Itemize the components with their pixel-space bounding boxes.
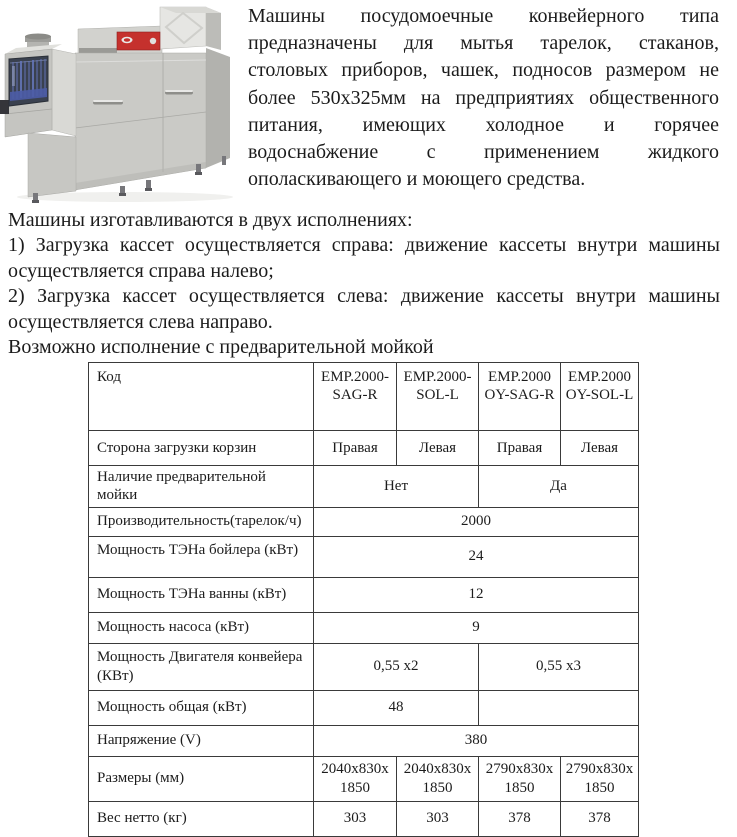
- variants-paragraph: [8, 208, 720, 360]
- value-cell: 2000: [314, 507, 639, 536]
- value-cell: Нет: [314, 466, 479, 508]
- value-cell: 380: [314, 725, 639, 756]
- row-label-cell: Сторона загрузки корзин: [89, 431, 314, 466]
- header-cell-code: Код: [89, 363, 314, 431]
- value-cell: [479, 690, 639, 725]
- row-label-cell: Мощность ТЭНа ванны (кВт): [89, 577, 314, 612]
- value-cell: 2040х830х 1850: [314, 756, 397, 801]
- value-cell: 303: [397, 801, 479, 836]
- dishwasher-image: [0, 0, 236, 205]
- table-row: [89, 466, 639, 508]
- wash-window: [9, 56, 48, 106]
- table-row: [89, 801, 639, 836]
- variants-line: Возможно исполнение с предварительной мойкой: [8, 336, 434, 359]
- table-row: [89, 612, 639, 643]
- row-label-cell: Мощность Двигателя конвейера (КВт): [89, 643, 314, 690]
- value-cell: Правая: [479, 431, 561, 466]
- control-panel: [117, 32, 160, 50]
- value-cell: 48: [314, 690, 479, 725]
- row-label-cell: Вес нетто (кг): [89, 801, 314, 836]
- table-row: [89, 690, 639, 725]
- row-label-cell: Напряжение (V): [89, 725, 314, 756]
- variants-line: 1) Загрузка кассет осуществляется справа: движение кассеты внутри машины: [8, 234, 720, 257]
- intro-line: предназначены для мытья тарелок, стаканов,: [248, 32, 719, 55]
- value-cell: 303: [314, 801, 397, 836]
- intro-line: более 530х325мм на предприятиях общественного: [248, 86, 719, 109]
- intro-paragraph: [248, 3, 719, 193]
- value-cell: Правая: [314, 431, 397, 466]
- row-label-cell: Размеры (мм): [89, 756, 314, 801]
- spec-table: [88, 362, 639, 837]
- value-cell: 2790х830х 1850: [479, 756, 561, 801]
- table-row: [89, 643, 639, 690]
- row-label-cell: Мощность насоса (кВт): [89, 612, 314, 643]
- row-label-cell: Наличие предварительной мойки: [89, 466, 314, 508]
- header-cell-model: EMP.2000 OY-SAG-R: [479, 363, 561, 431]
- table-row: [89, 507, 639, 536]
- variants-line: Машины изготавливаются в двух исполнениях:: [8, 209, 413, 231]
- table-row: [89, 756, 639, 801]
- table-row: [89, 431, 639, 466]
- table-row: [89, 725, 639, 756]
- value-cell: Левая: [561, 431, 639, 466]
- header-cell-model: EMP.2000-SAG-R: [314, 363, 397, 431]
- row-label-cell: Мощность ТЭНа бойлера (кВт): [89, 536, 314, 577]
- value-cell: 24: [314, 536, 639, 577]
- value-cell: 9: [314, 612, 639, 643]
- intro-line: Машины посудомоечные конвейерного типа: [248, 5, 719, 27]
- value-cell: 2040х830х 1850: [397, 756, 479, 801]
- header-cell-model: EMP.2000-SOL-L: [397, 363, 479, 431]
- intro-line: ополаскивающего и моющего средства.: [248, 168, 586, 191]
- intro-line: водоснабжение с применением жидкого: [248, 141, 719, 164]
- spec-table-wrap: [88, 362, 639, 837]
- value-cell: 2790х830х 1850: [561, 756, 639, 801]
- intro-line: питания, имеющих холодное и горячее: [248, 113, 719, 136]
- value-cell: 0,55 х3: [479, 643, 639, 690]
- table-row: [89, 536, 639, 577]
- value-cell: 12: [314, 577, 639, 612]
- value-cell: 0,55 х2: [314, 643, 479, 690]
- table-row: [89, 577, 639, 612]
- intro-line: столовых приборов, чашек, подносов размером не: [248, 59, 719, 82]
- header-cell-model: EMP.2000 OY-SOL-L: [561, 363, 639, 431]
- value-cell: Левая: [397, 431, 479, 466]
- value-cell: Да: [479, 466, 639, 508]
- spec-header-row: [89, 363, 639, 431]
- row-label-cell: Мощность общая (кВт): [89, 690, 314, 725]
- variants-line: 2) Загрузка кассет осуществляется слева: движение кассеты внутри машины: [8, 285, 720, 308]
- variants-line: осуществляется справа налево;: [8, 259, 274, 282]
- row-label-cell: Производительность(тарелок/ч): [89, 507, 314, 536]
- value-cell: 378: [479, 801, 561, 836]
- variants-line: осуществляется слева направо.: [8, 310, 273, 333]
- value-cell: 378: [561, 801, 639, 836]
